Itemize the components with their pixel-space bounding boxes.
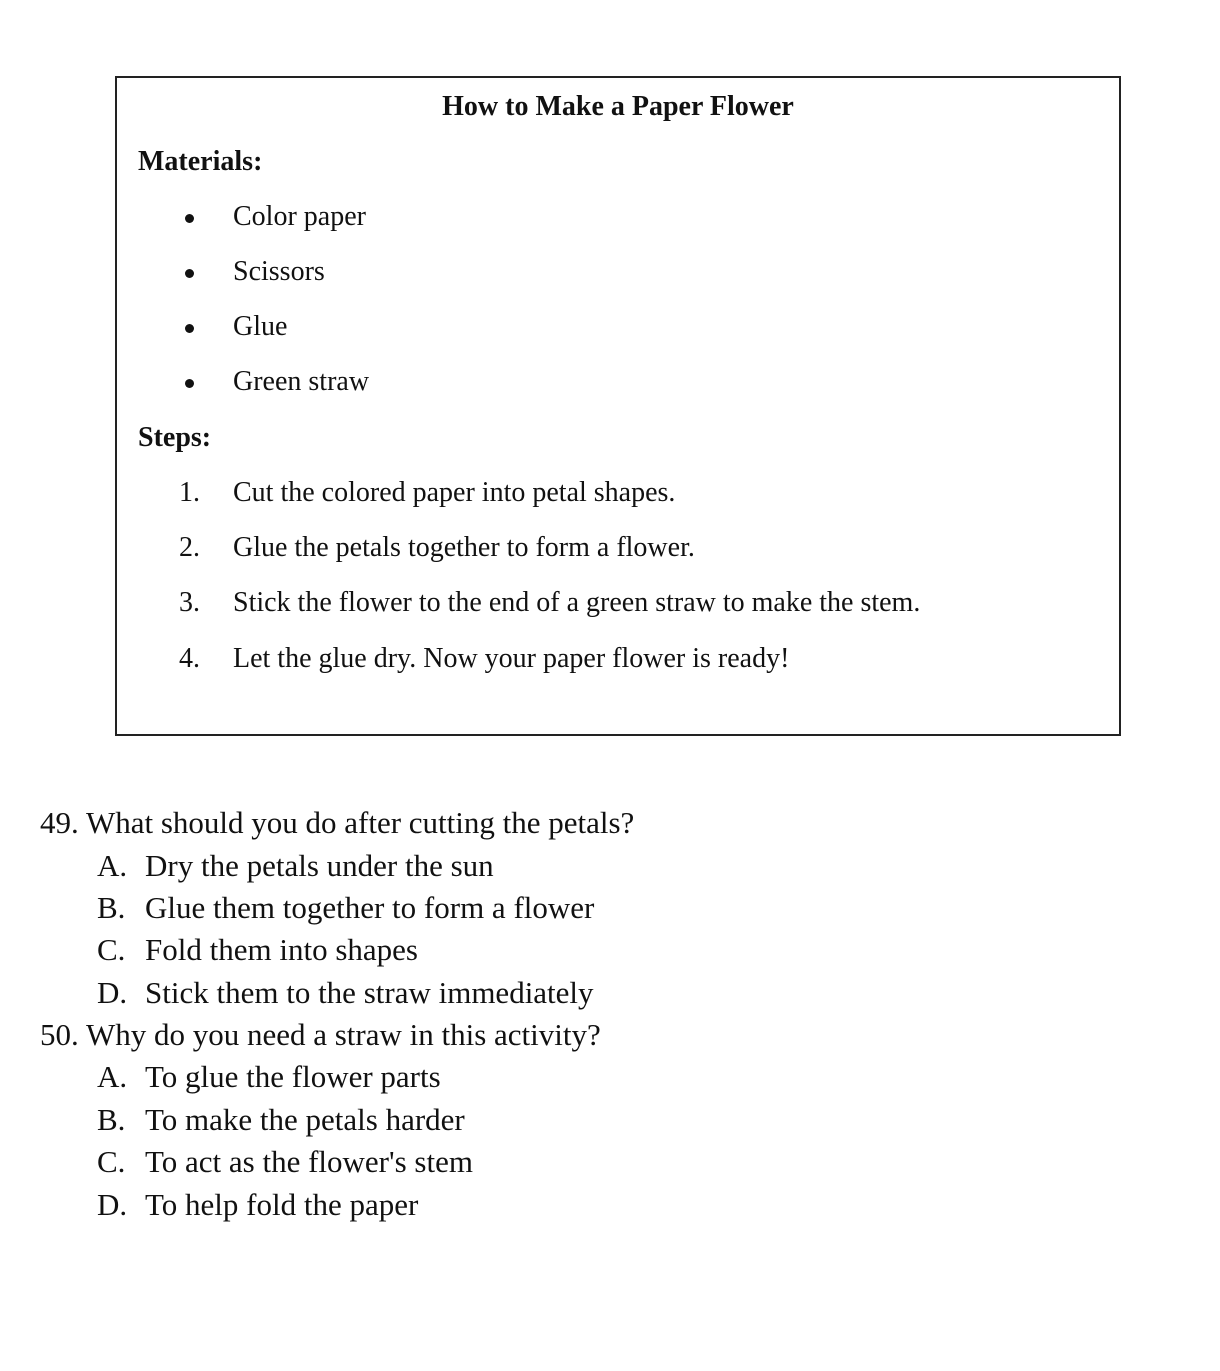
option-text: To glue the flower parts (145, 1059, 441, 1094)
option-letter: A. (97, 1059, 128, 1094)
option-letter: D. (97, 975, 128, 1010)
material-text: Glue (233, 311, 288, 342)
option-text: Glue them together to form a flower (145, 890, 595, 925)
question-49-option-a (97, 846, 494, 886)
step-number: 3. (179, 587, 200, 618)
step-number: 4. (179, 643, 200, 674)
option-letter: B. (97, 1102, 126, 1137)
step-number: 2. (179, 532, 200, 563)
passage-title: How to Make a Paper Flower (442, 91, 794, 122)
option-text: To make the petals harder (145, 1102, 465, 1137)
step-text: Glue the petals together to form a flower. (233, 532, 695, 563)
step-number: 1. (179, 477, 200, 508)
option-text: To act as the flower's stem (145, 1144, 473, 1179)
reading-passage-box (115, 76, 1121, 736)
question-49-option-b (97, 888, 594, 928)
step-text: Stick the flower to the end of a green straw to make the stem. (233, 587, 921, 618)
question-49-option-c (97, 930, 418, 970)
option-letter: C. (97, 932, 126, 967)
question-50-option-d (97, 1185, 418, 1225)
material-text: Scissors (233, 256, 325, 287)
material-text: Green straw (233, 366, 370, 397)
bullet-icon (185, 214, 194, 223)
option-letter: D. (97, 1187, 128, 1222)
steps-heading: Steps: (138, 422, 212, 453)
bullet-icon (185, 324, 194, 333)
question-50-option-a (97, 1057, 441, 1097)
question-50-option-b (97, 1100, 465, 1140)
option-text: To help fold the paper (145, 1187, 419, 1222)
materials-heading: Materials: (138, 146, 263, 177)
option-letter: A. (97, 848, 128, 883)
question-49-stem: 49. What should you do after cutting the petals? (40, 805, 635, 840)
question-50-option-c (97, 1142, 473, 1182)
step-text: Cut the colored paper into petal shapes. (233, 477, 676, 508)
option-letter: C. (97, 1144, 126, 1179)
option-text: Stick them to the straw immediately (145, 975, 594, 1010)
question-50-stem: 50. Why do you need a straw in this activity? (40, 1017, 601, 1052)
option-text: Fold them into shapes (145, 932, 418, 967)
question-49-option-d (97, 973, 594, 1013)
material-text: Color paper (233, 201, 366, 232)
option-text: Dry the petals under the sun (145, 848, 494, 883)
step-text: Let the glue dry. Now your paper flower is ready! (233, 643, 790, 674)
bullet-icon (185, 379, 194, 388)
option-letter: B. (97, 890, 126, 925)
bullet-icon (185, 269, 194, 278)
